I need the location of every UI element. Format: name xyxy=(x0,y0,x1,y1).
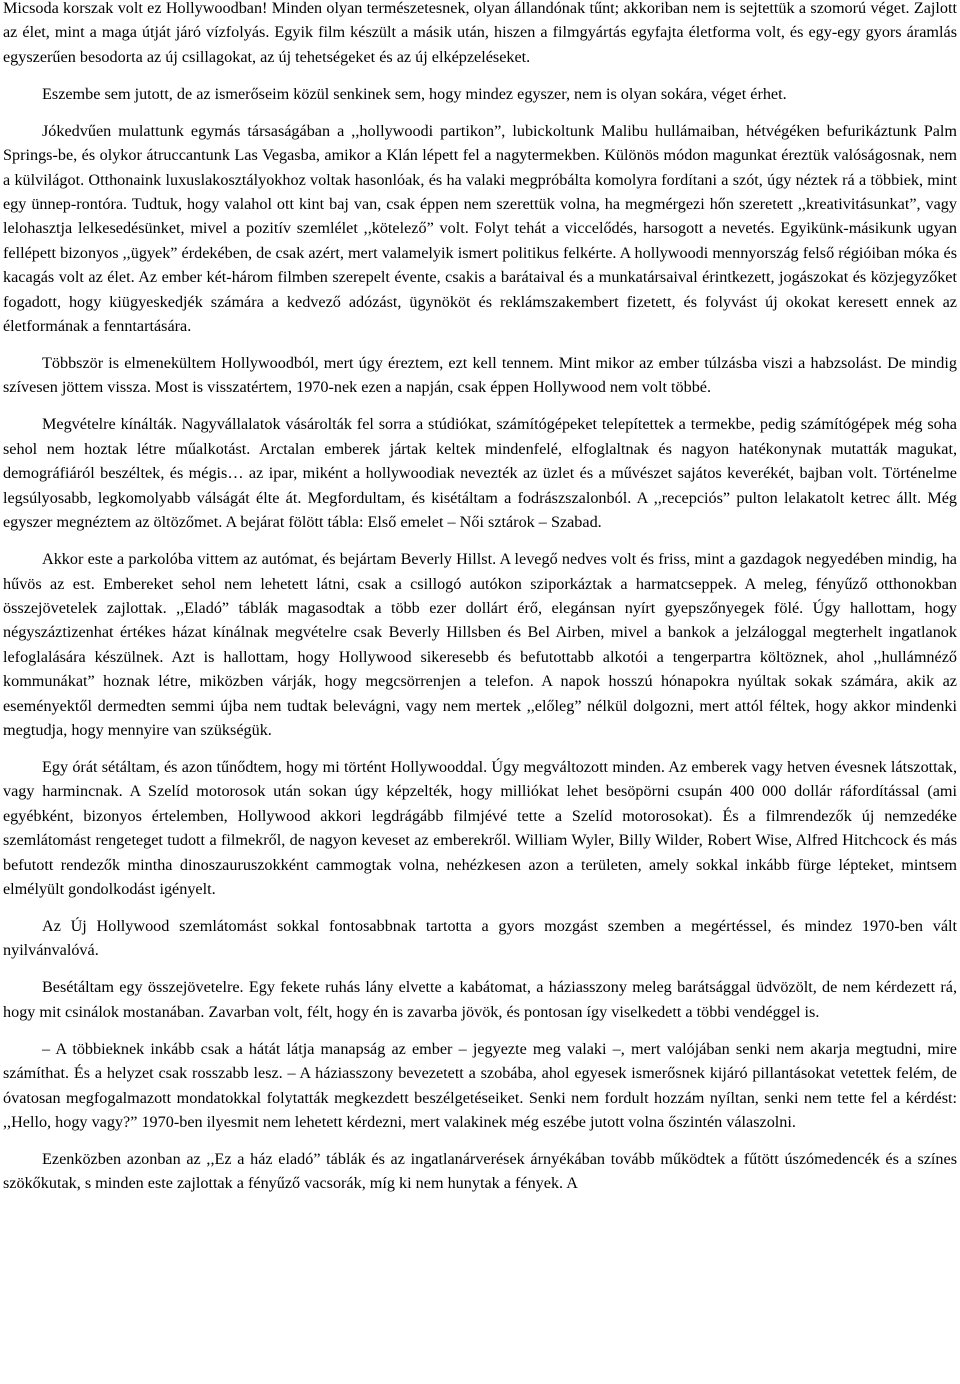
paragraph-9: Besétáltam egy összejövetelre. Egy fekete ruhás lány elvette a kabátomat, a háziasszony meleg barátsággal üdvözölt, de nem kérdezett rá, hogy mit csinálok mostanában. Zavarban volt, félt, hogy én is zavarba jövök, és pontosan így viselkedett a többi vendéggel is. xyxy=(3,978,957,1021)
paragraph-7: Egy órát sétáltam, és azon tűnődtem, hogy mi történt Hollywooddal. Úgy megváltozott minden. Az emberek vagy hetven évesnek látszottak, vagy harmincnak. A Szelíd motorosok után sokan úgy képzelték, hogy milliókat lehet besöpörni csupán 400 000 dollár ráfordítással (ami egyébként, bizonyos értelemben, Hollywood akkori legdrágább filmjévé tette a Szelíd motorosokat). És a filmrendezők új nemzedéke szemlátomást rengeteget tudott a filmekről, de nagyon keveset az emberekről. William Wyler, Billy Wilder, Robert Wise, Alfred Hitchcock és más befutott rendezők mintha dinoszauruszokként cammogtak volna, nehézkesen azon a területen, amely sokkal inkább fürge lépteket, mintsem elmélyült gondolkodást igényelt. xyxy=(3,757,957,898)
paragraph-1: Micsoda korszak volt ez Hollywoodban! Minden olyan természetesnek, olyan állandónak tűnt; akkoriban nem is sejtettük a szomorú véget. Zajlott az élet, mint a maga útját járó vízfolyás. Egyik film készült a másik után, hiszen a filmgyártás egyfajta életforma volt, és egy-egy gyors áramlás egyszerűen besodorta az új csillagokat, az új tehetségeket és az új elképzeléseket. xyxy=(3,0,957,66)
paragraph-10: – A többieknek inkább csak a hátát látja manapság az ember – jegyezte meg valaki –, mert valójában senki nem akarja megtudni, mire számíthat. És a helyzet csak rosszabb lesz. – A háziasszony bevezetett a szobába, ahol egyesek ismerősnek kijáró pillantásokat vetettek felém, de óvatosan megfogalmazott mondatokkal folytatták megkezdett beszélgetéseiket. Senki nem fordult hozzám nyíltan, senki nem tette fel a kérdést: ,,Hello, hogy vagy?” 1970-ben ilyesmit nem lehetett kérdezni, mert valakinek még eszébe jutott volna őszintén válaszolni. xyxy=(3,1039,957,1131)
paragraph-3: Jókedvűen mulattunk egymás társaságában a ,,hollywoodi partikon”, lubickoltunk Malibu hullámaiban, hétvégéken befurikáztunk Palm Springs-be, és olykor átruccantunk Las Vegasba, amikor a Klán lépett fel a nagytermekben. Különös módon magunkat éreztük valóságosnak, nem a külvilágot. Otthonaink luxuslakosztályokhoz voltak hasonlóak, és ha valaki megpróbálta komolyra fordítani a szót, úgy néztek rá a többiek, mint egy ünnep-rontóra. Tudtuk, hogy valahol ott kint baj van, csak éppen nem szerettük volna, ha megmérgezi hőn szeretett ,,kreativitásunkat”, vagy lelohasztja lelkesedésünket, mivel a pozitív szemlélet ,,kötelező” volt. Folyt tehát a viccelődés, harsogott a nevetés. Egyikünk-másikunk ugyan fellépett bizonyos ,,ügyek” érdekében, de csak azért, mert valamelyik ismert politikus felkérte. A hollywoodi mennyország felső régióiban móka és kacagás volt az élet. Az ember két-három filmben szerepelt évente, csakis a barátaival és a munkatársaival érintkezett, jogászokat és közjegyzőket fogadott, hogy kiügyeskedjék számára a kedvező adózást, ügynököt és reklámszakembert fizetett, és folyvást új okokat keresett ennek az életformának a fenntartására. xyxy=(3,121,957,336)
paragraph-5: Megvételre kínálták. Nagyvállalatok vásárolták fel sorra a stúdiókat, számítógépeket telepítettek a termekbe, pedig számítógépek még soha sehol nem hoztak létre műalkotást. Arctalan emberek jártak keltek mindenfelé, elfoglaltnak és nagyon hatékonynak mutatták magukat, demográfiáról beszéltek, és mégis… az ipar, miként a hollywoodiak nevezték az üzlet és a művészet sajátos keverékét, bajban volt. Történelme legsúlyosabb, legkomolyabb válságát élte át. Megfordultam, és kisétáltam a fodrászszalonból. A ,,recepciós” pulton lelakatolt ketrec állt. Még egyszer megnéztem az öltözőmet. A bejárat fölött tábla: Első emelet – Női sztárok – Szabad. xyxy=(3,415,957,532)
paragraph-6: Akkor este a parkolóba vittem az autómat, és bejártam Beverly Hillst. A levegő nedves volt és friss, mint a gazdagok negyedében mindig, ha hűvös az est. Embereket sehol nem lehetett látni, csak a csillogó autókon sziporkáztak a harmatcseppek. A meleg, fényűző otthonokban összejövetelek zajlottak. ,,Eladó” táblák magasodtak a több ezer dollárt érő, elegánsan nyírt gyepszőnyegek fölé. Úgy hallottam, hogy négyszáztizenhat értékes házat kínálnak megvételre csak Beverly Hillsben és Bel Airben, mivel a bankok a jelzáloggal megterhelt ingatlanok lefoglalására készülnek. Azt is hallottam, hogy Hollywood sikeresebb és befutottabb alkotói a tengerpartra költöznek, ahol ,,hullámnéző kommunákat” hoznak létre, miközben várják, hogy megcsörrenjen a telefon. A napok hosszú hónapokra nyúltak sokak számára, akik az eseményektől dermedten semmi újba nem tudtak belevágni, vagy nem mertek ,,előleg” nélkül dolgozni, mert attól féltek, hogy akkor mindenki megtudja, hogy mennyire van szükségük. xyxy=(3,550,957,739)
paragraph-4: Többször is elmenekültem Hollywoodból, mert úgy éreztem, ezt kell tennem. Mint mikor az ember túlzásba viszi a habzsolást. De mindig szívesen jöttem vissza. Most is visszatértem, 1970-nek ezen a napján, csak éppen Hollywood nem volt többé. xyxy=(3,354,957,397)
paragraph-11: Ezenközben azonban az ,,Ez a ház eladó” táblák és az ingatlanárverések árnyékában tovább működtek a fűtött úszómedencék és a színes szökőkutak, s minden este zajlottak a fényűző vacsorák, míg ki nem hunytak a fények. A xyxy=(3,1150,957,1193)
paragraph-8: Az Új Hollywood szemlátomást sokkal fontosabbnak tartotta a gyors mozgást szemben a megértéssel, és mindez 1970-ben vált nyilvánvalóvá. xyxy=(3,916,957,960)
paragraph-2: Eszembe sem jutott, de az ismerőseim közül senkinek sem, hogy mindez egyszer, nem is olyan sokára, véget érhet. xyxy=(42,84,787,103)
